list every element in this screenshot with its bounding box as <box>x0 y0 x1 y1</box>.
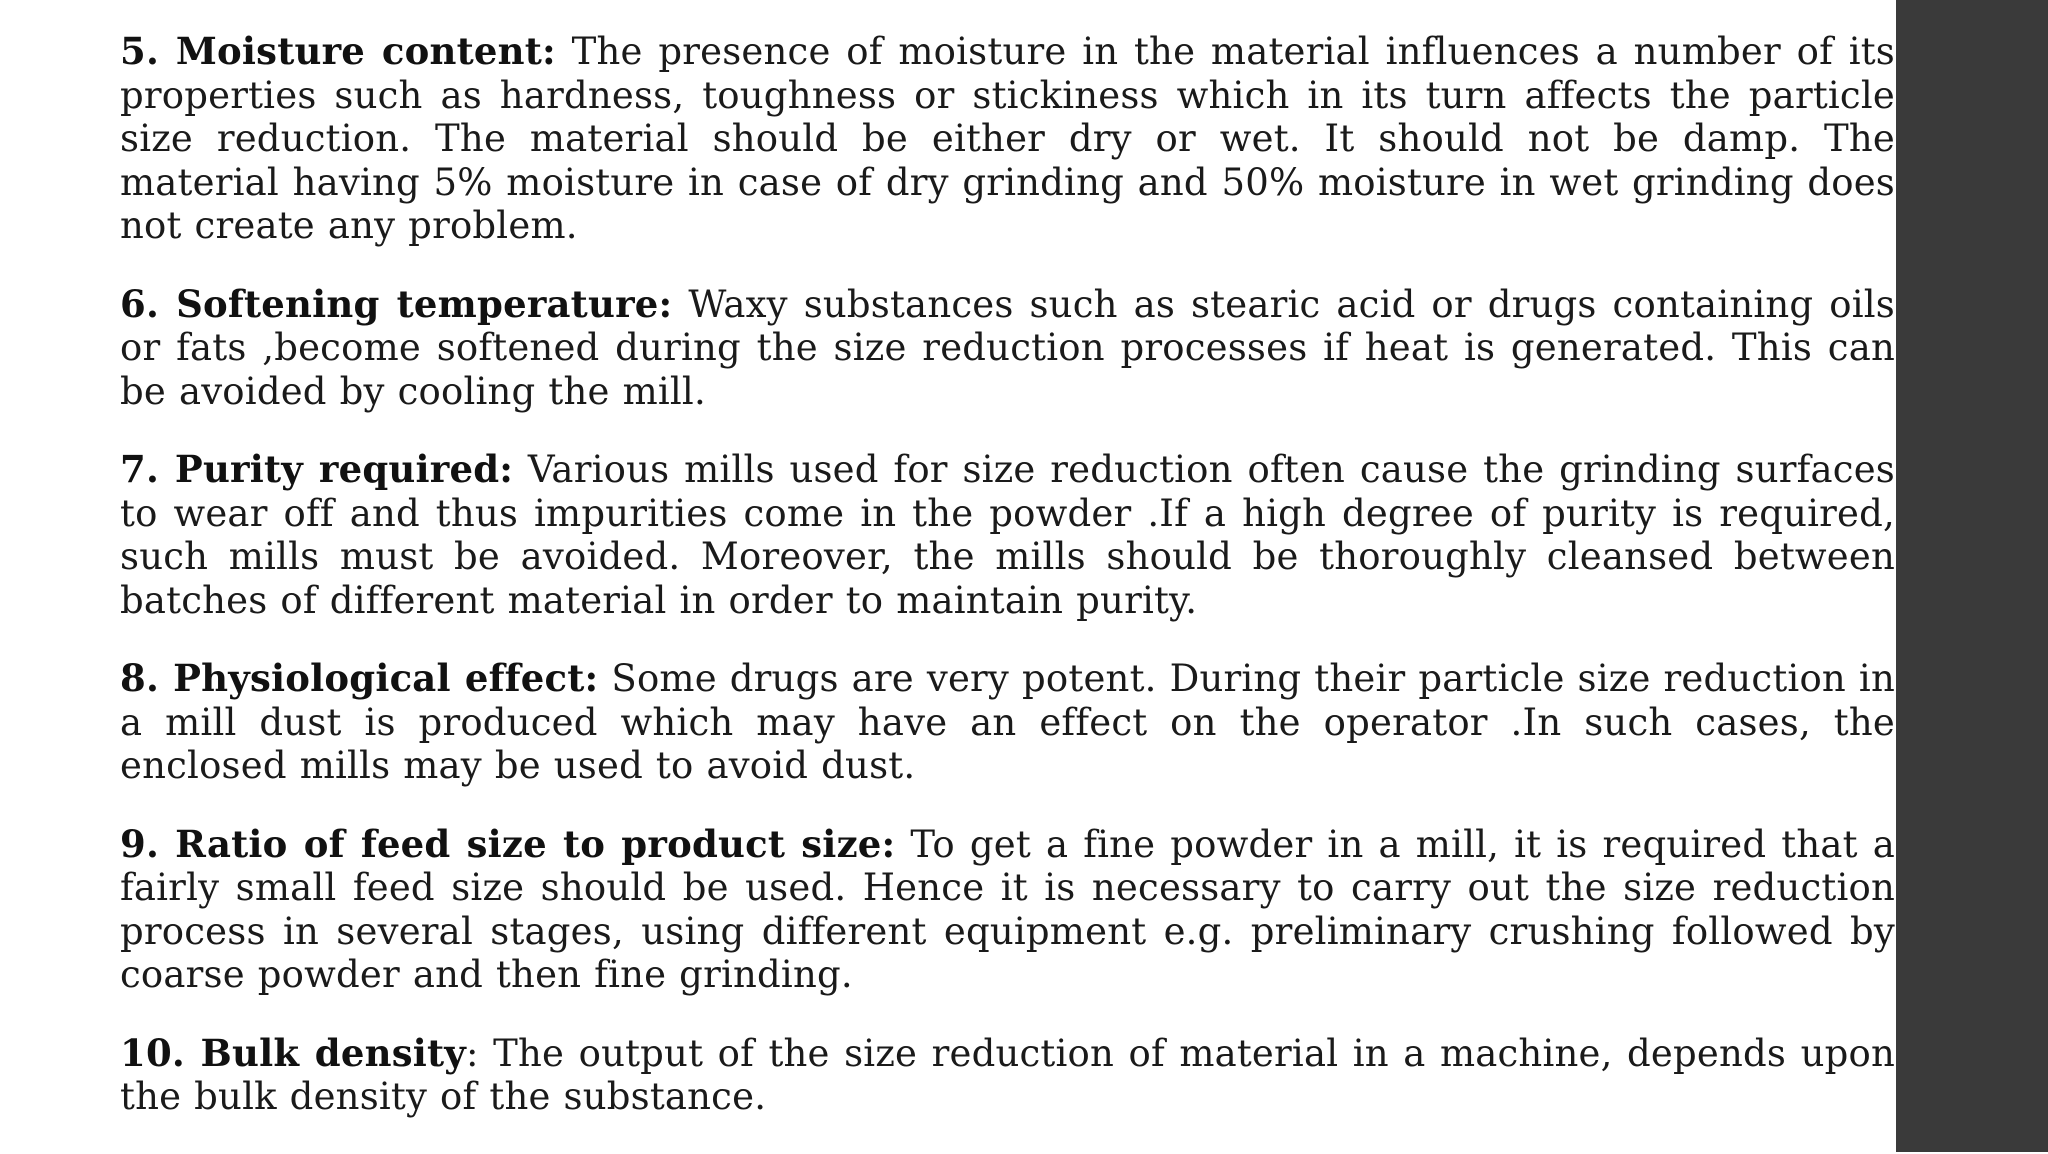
paragraph-moisture-content <box>120 30 1895 248</box>
paragraph-bulk-density <box>120 1032 1895 1119</box>
paragraph-text: To get a fine powder in a mill, it is required that a fairly small feed size should be used. Hence it is necessary to carry out the size reduction process in several stages, using different equipment e.g. preliminary crushing followed by coarse powder and then fine grinding. <box>120 822 1895 996</box>
paragraph-heading: 6. Softening temperature: <box>120 281 673 326</box>
paragraph-text: : The output of the size reduction of material in a machine, depends upon the bulk density of the substance. <box>120 1031 1895 1118</box>
paragraph-heading: 7. Purity required: <box>120 447 514 491</box>
paragraph-text: The presence of moisture in the material influences a number of its properties such as hardness, toughness or stickiness which in its turn affects the particle size reduction. The material should be either dry or wet. It should not be damp. The material having 5% moisture in case of dry grinding and 50% moisture in wet grinding does not create any problem. <box>120 30 1895 247</box>
paragraph-text: Waxy substances such as stearic acid or drugs containing oils or fats ,become softened during the size reduction processes if heat is generated. This can be avoided by cooling the mill. <box>120 282 1895 413</box>
paragraph-text: Some drugs are very potent. During their particle size reduction in a mill dust is produced which may have an effect on the operator .In such cases, the enclosed mills may be used to avoid dust. <box>120 657 1895 787</box>
document-content <box>120 30 1895 1154</box>
paragraph-heading: 8. Physiological effect: <box>120 656 599 700</box>
paragraph-heading: 9. Ratio of feed size to product size: <box>120 821 896 866</box>
paragraph-softening-temperature <box>120 283 1895 414</box>
paragraph-purity-required <box>120 448 1895 622</box>
paragraph-heading: 10. Bulk density <box>120 1030 466 1075</box>
paragraph-heading: 5. Moisture content: <box>120 29 556 73</box>
paragraph-feed-product-ratio <box>120 823 1895 997</box>
side-panel <box>1896 0 2048 1152</box>
paragraph-text: Various mills used for size reduction often cause the grinding surfaces to wear off and thus impurities come in the powder .If a high degree of purity is required, such mills must be avoided. Moreover, the mills should be thoroughly cleansed between batches of different material in order to maintain purity. <box>120 448 1895 622</box>
paragraph-physiological-effect <box>120 657 1895 788</box>
